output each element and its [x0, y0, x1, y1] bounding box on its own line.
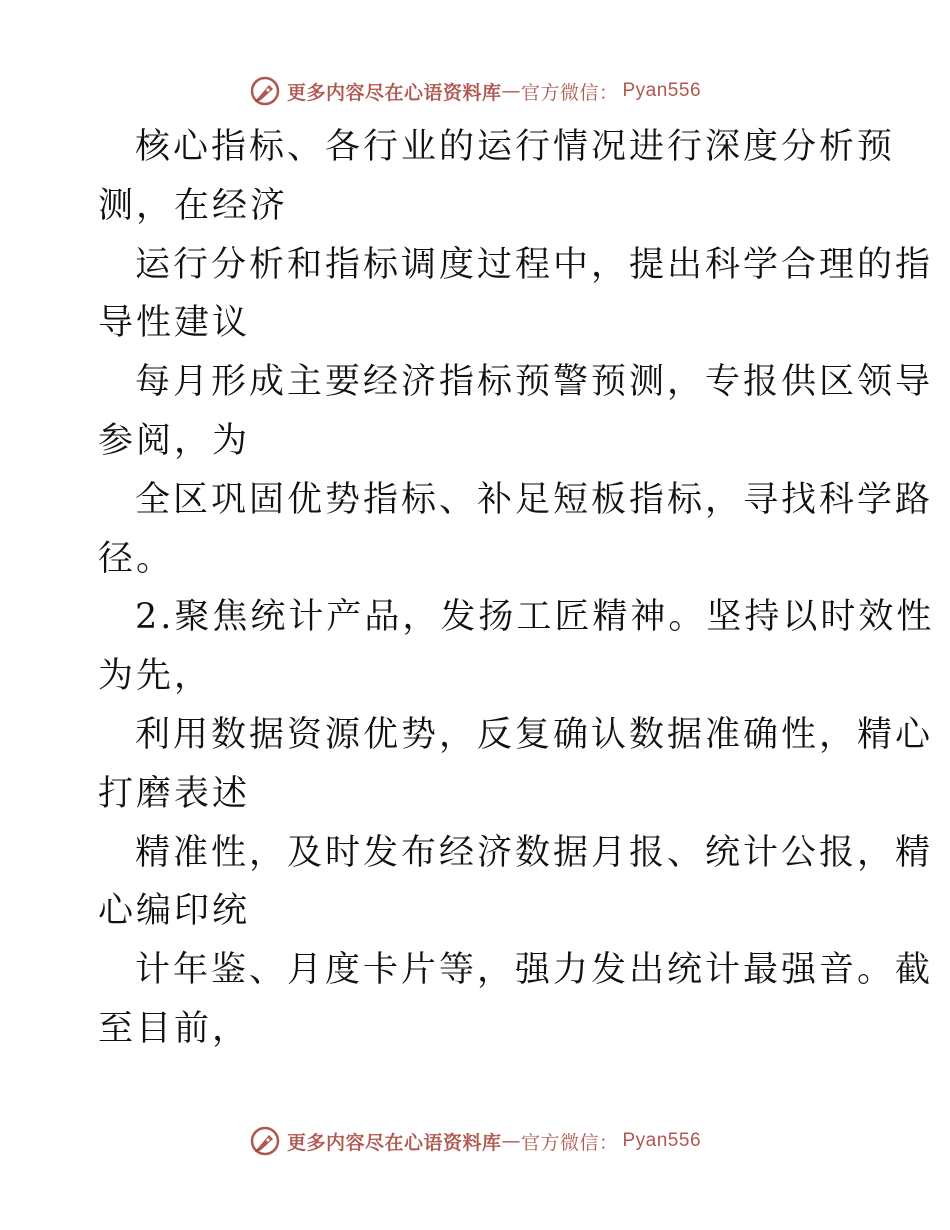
footer-banner: [0, 1121, 950, 1161]
header-slogan: 更多内容尽在心语资料库: [286, 81, 502, 104]
pen-nib-icon: [249, 75, 281, 107]
header-dash: —: [501, 80, 521, 102]
footer-slogan: 更多内容尽在心语资料库: [286, 1131, 502, 1154]
body-line: 为先，: [98, 656, 213, 697]
footer-wechat-label: 官方微信：: [520, 1131, 619, 1154]
body-line: 打磨表述: [98, 773, 251, 814]
body-line: 2.聚焦统计产品，发扬工匠精神。坚持以时效性: [135, 597, 935, 638]
footer-wechat-id: Pyan556: [622, 1130, 702, 1151]
body-line: 精准性，及时发布经济数据月报、统计公报，精: [135, 832, 934, 873]
body-line: 利用数据资源优势，反复确认数据准确性，精心: [135, 714, 934, 755]
body-line: 径。: [98, 538, 175, 579]
body-line: 心编印统: [98, 891, 251, 932]
header-wechat-label: 官方微信：: [520, 81, 619, 104]
body-line: 运行分析和指标调度过程中，提出科学合理的指: [135, 244, 934, 285]
body-line: 测，在经济: [98, 185, 289, 226]
body-line: 每月形成主要经济指标预警预测，专报供区领导: [135, 362, 934, 403]
body-line: 导性建议: [98, 303, 251, 344]
body-line: 至目前，: [98, 1008, 251, 1049]
header-banner: [0, 71, 950, 111]
body-line: 参阅，为: [98, 420, 251, 461]
body-line: 全区巩固优势指标、补足短板指标，寻找科学路: [135, 479, 934, 520]
document-body: [98, 118, 935, 1059]
footer-dash: —: [501, 1130, 521, 1152]
pen-nib-icon: [249, 1125, 281, 1157]
body-line: 计年鉴、月度卡片等，强力发出统计最强音。截: [135, 950, 934, 991]
body-line: 核心指标、各行业的运行情况进行深度分析预: [135, 127, 896, 167]
header-wechat-id: Pyan556: [622, 80, 702, 101]
